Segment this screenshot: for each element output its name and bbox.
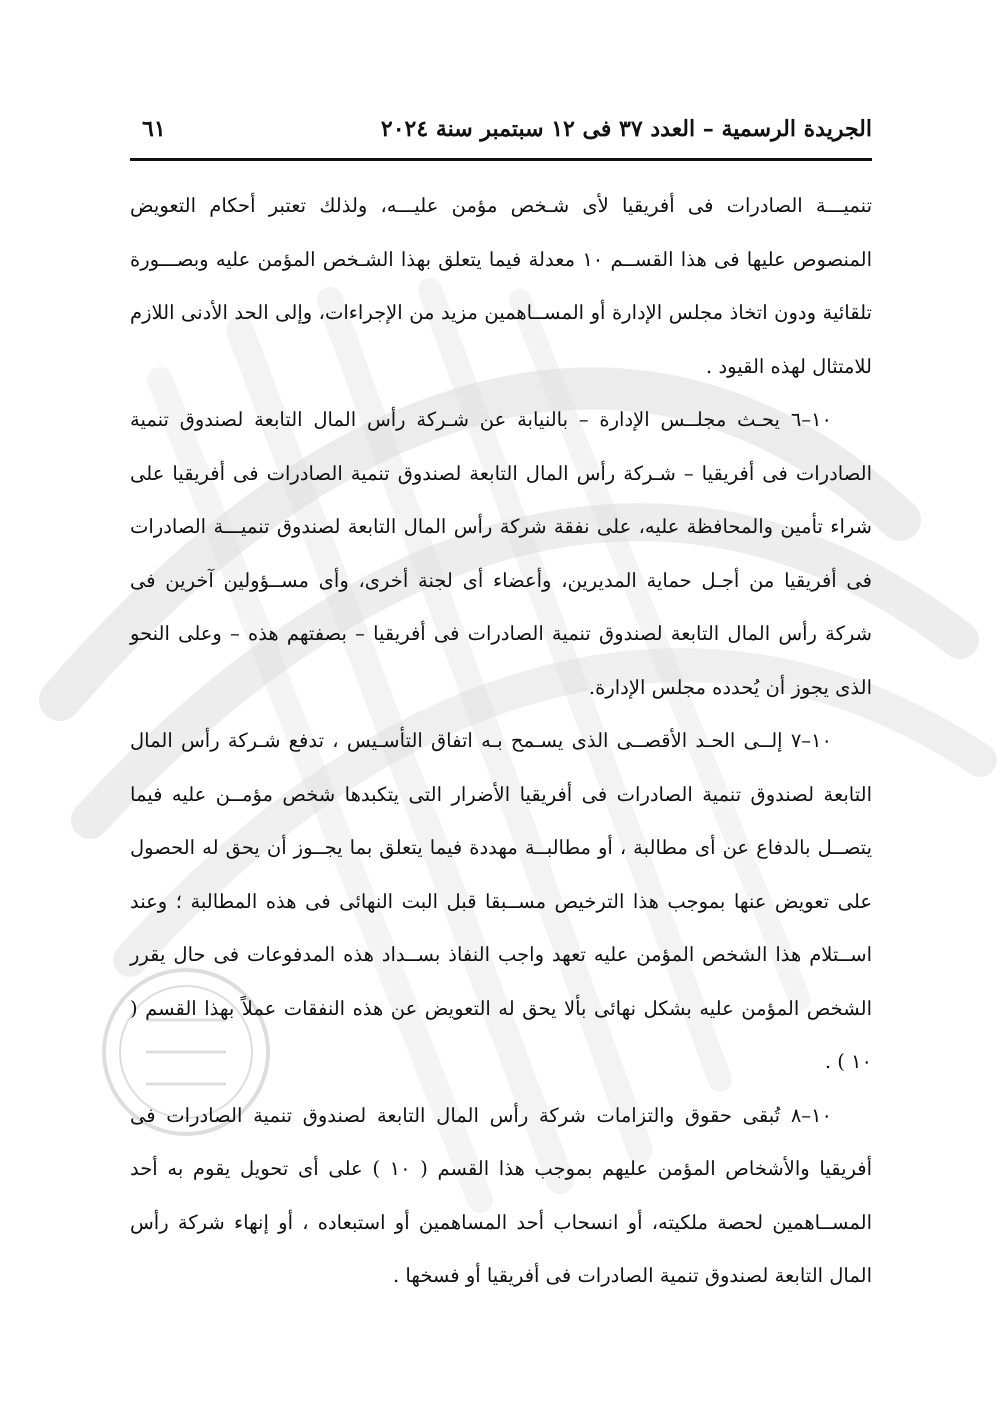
- paragraph-section-10-6: ١٠–٦ يحـث مجلــس الإدارة – بالنيابة عن شـركة رأس المال التابعة لصندوق تنمية الصادرات فى أفريقيا – شـركة رأس المال التابعة لصندوق تنمية الصادرات فى أفريقيا على شراء تأمين والمحافظة عليه، على نفقة شركة رأس المال التابعة لصندوق تنميـــة الصادرات فى أفريقيا من أجـل حماية المديرين، وأعضاء أى لجنة أخرى، وأى مســؤولين آخرين فى شركة رأس المال التابعة لصندوق تنمية الصادرات فى أفريقيا – بصفتهم هذه – وعلى النحو الذى يجوز أن يُحدده مجلس الإدارة.: [130, 408, 872, 699]
- document-body: [130, 179, 872, 1303]
- document-page: [130, 100, 872, 1303]
- gazette-title: الجريدة الرسمية – العدد ٣٧ فى ١٢ سبتمبر سنة ٢٠٢٤: [380, 116, 872, 142]
- paragraph-1: تنميـــة الصادرات فى أفريقيا لأى شـخص مؤمن عليـــه، ولذلك تعتبر أحكام التعويض المنصوص عليها فى هذا القســم ١٠ معدلة فيما يتعلق بهذا الشـخص المؤمن عليه وبصـــورة تلقائية ودون اتخاذ مجلس الإدارة أو المســاهمين مزيد من الإجراءات، وإلى الحد الأدنى اللازم للامتثال لهذه القيود .: [130, 194, 873, 378]
- paragraph-section-10-7: ١٠–٧ إلــى الحـد الأقصــى الذى يسـمح بـه اتفاق التأسـيس ، تدفع شـركة رأس المال التابعة لصندوق تنمية الصادرات فى أفريقيا الأضرار التى يتكبدها شخص مؤمــن عليه فيما يتصــل بالدفاع عن أى مطالبة ، أو مطالبــة مهددة فيما يتعلق بما يجــوز أن يحق له الحصول على تعويض عنها بموجب هذا الترخيص مســبقا قبل البت النهائى فى هذه المطالبة ؛ وعند اســتلام هذا الشخص المؤمن عليه تعهد واجب النفاذ بســداد هذه المدفوعات فى حال يقرر الشخص المؤمن عليه بشكل نهائى بألا يحق له التعويض عن هذه النفقات عملاً بهذا القسم ( ١٠ ) .: [130, 729, 872, 1073]
- paragraph-section-10-8: ١٠–٨ تُبقى حقوق والتزامات شركة رأس المال التابعة لصندوق تنمية الصادرات فى أفريقيا والأشخاص المؤمن عليهم بموجب هذا القسم ( ١٠ ) على أى تحويل يقوم به أحد المســاهمين لحصة ملكيته، أو انسحاب أحد المساهمين أو استبعاده ، أو إنهاء شركة رأس المال التابعة لصندوق تنمية الصادرات فى أفريقيا أو فسخها .: [130, 1103, 872, 1287]
- page-number: ٦١: [142, 116, 166, 142]
- page-header: [130, 100, 872, 161]
